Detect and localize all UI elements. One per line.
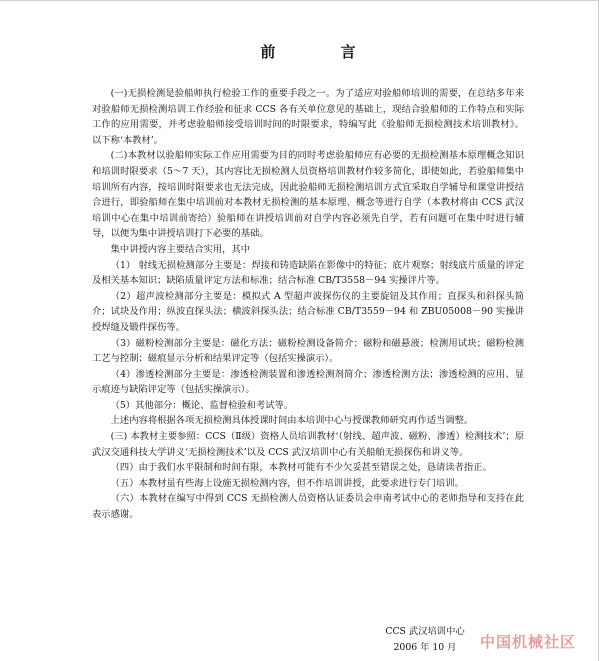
page-title: 前 言 — [260, 43, 386, 61]
paragraph-11: （四）由于我们水平限制和时间有限，本教材可能有不少欠妥甚至错误之处，恳请读者指正。 — [110, 462, 492, 474]
paragraph-3: 集中讲授内容主要结合实用，其中 — [110, 243, 251, 255]
paragraph-6: （3）磁粉检测部分主要是：磁化方法；磁粉检测设备简介；磁粉和磁悬液；检测用试块；磁粉检测工艺与控制；磁痕显示分析和结果评定等（包括实操演示）。 — [92, 337, 524, 365]
paragraph-9: 上述内容将根据各项无损检测具体授课时间由本培训中心与授课教师研究再作适当调整。 — [110, 415, 474, 427]
paragraph-12: （五）本教材虽有些海上设施无损检测内容，但不作培训讲授，此要求进行专门培训。 — [110, 477, 464, 489]
paragraph-1: (一)无损检测是验船师执行检验工作的重要手段之一。为了适应对验船师培训的需要，在总结多年来对验船师无损检测培训工作经验和征求 CCS 各有关单位意见的基础上，现结合验船师的工作特点和实际工作的应用需要，并考虑验船师接受培训时间的时限要求，特编写此《验船师无损检测技术培训教材》。以下称‘本教材’。 — [92, 88, 524, 146]
site-watermark: 中国机械社区 — [480, 633, 577, 651]
signature-organization: CCS 武汉培训中心 — [385, 626, 465, 637]
paragraph-5: （2）超声波检测部分主要是：模拟式 A 型超声波探伤仪的主要旋钮及其作用；直探头和斜探头简介；试块及作用；纵波直探头法；横波斜探头法；结合标准 CB/T3559－94 和 ZBU05008－90 实操讲授焊缝及锻件探伤等。 — [92, 290, 524, 333]
paragraph-10: (三) 本教材主要参照：CCS（Ⅱ级）资格人员培训教材‘（射线、超声波、磁粉、渗透）检测技术’；原武汉交通科技大学讲义‘无损检测技术’以及 CCS 武汉培训中心有关船舶无损探伤和讲义等。 — [92, 431, 524, 458]
paragraph-7: （4）渗透检测部分主要是：渗透检测装置和渗透检测剂简介；渗透检测方法；渗透检测的应用、显示痕迹与缺陷评定等（包括实操演示）。 — [92, 368, 524, 396]
signature-date: 2006 年 10 月 — [393, 642, 457, 653]
paragraph-13: （六）本教材在编写中得到 CCS 无损检测人员资格认证委员会申南考试中心的老师指导和支持在此表示感谢。 — [92, 493, 524, 521]
page-top-border — [0, 0, 599, 1]
paragraph-2: (二)本教材以验船师实际工作应用需要为目的同时考虑验船师应有必要的无损检测基本原理概念知识和培训时限要求（5～7 天），其内容比无损检测人员资格培训教材作较多简化，即使如此，若验船师集中培训所有内容，按培训时限要求也无法完成，因此验船师无损检测培训方式宜采取自学辅导和课堂讲授结合进行，即验船师在集中培训前对本教材无损检测的基本原理、概念等进行自学（本教材将由 CCS 武汉培训中心在集中培训前寄给）验船师在讲授培训前对自学内容必须先自学，若有问题可在集中时进行辅导，以便为集中讲授培训打下必要的基础。 — [92, 150, 524, 240]
paragraph-8: （5）其他部分：概论、监督检验和考试等。 — [110, 399, 294, 411]
document-body — [92, 42, 524, 523]
paragraph-4: （1） 射线无损检测部分主要是：焊接和铸造缺陷在影像中的特征；底片观察；射线底片质量的评定及相关基本知识；缺陷质量评定方法和标准；结合标准 CB/T3558－94 实操评片等。 — [92, 259, 524, 287]
